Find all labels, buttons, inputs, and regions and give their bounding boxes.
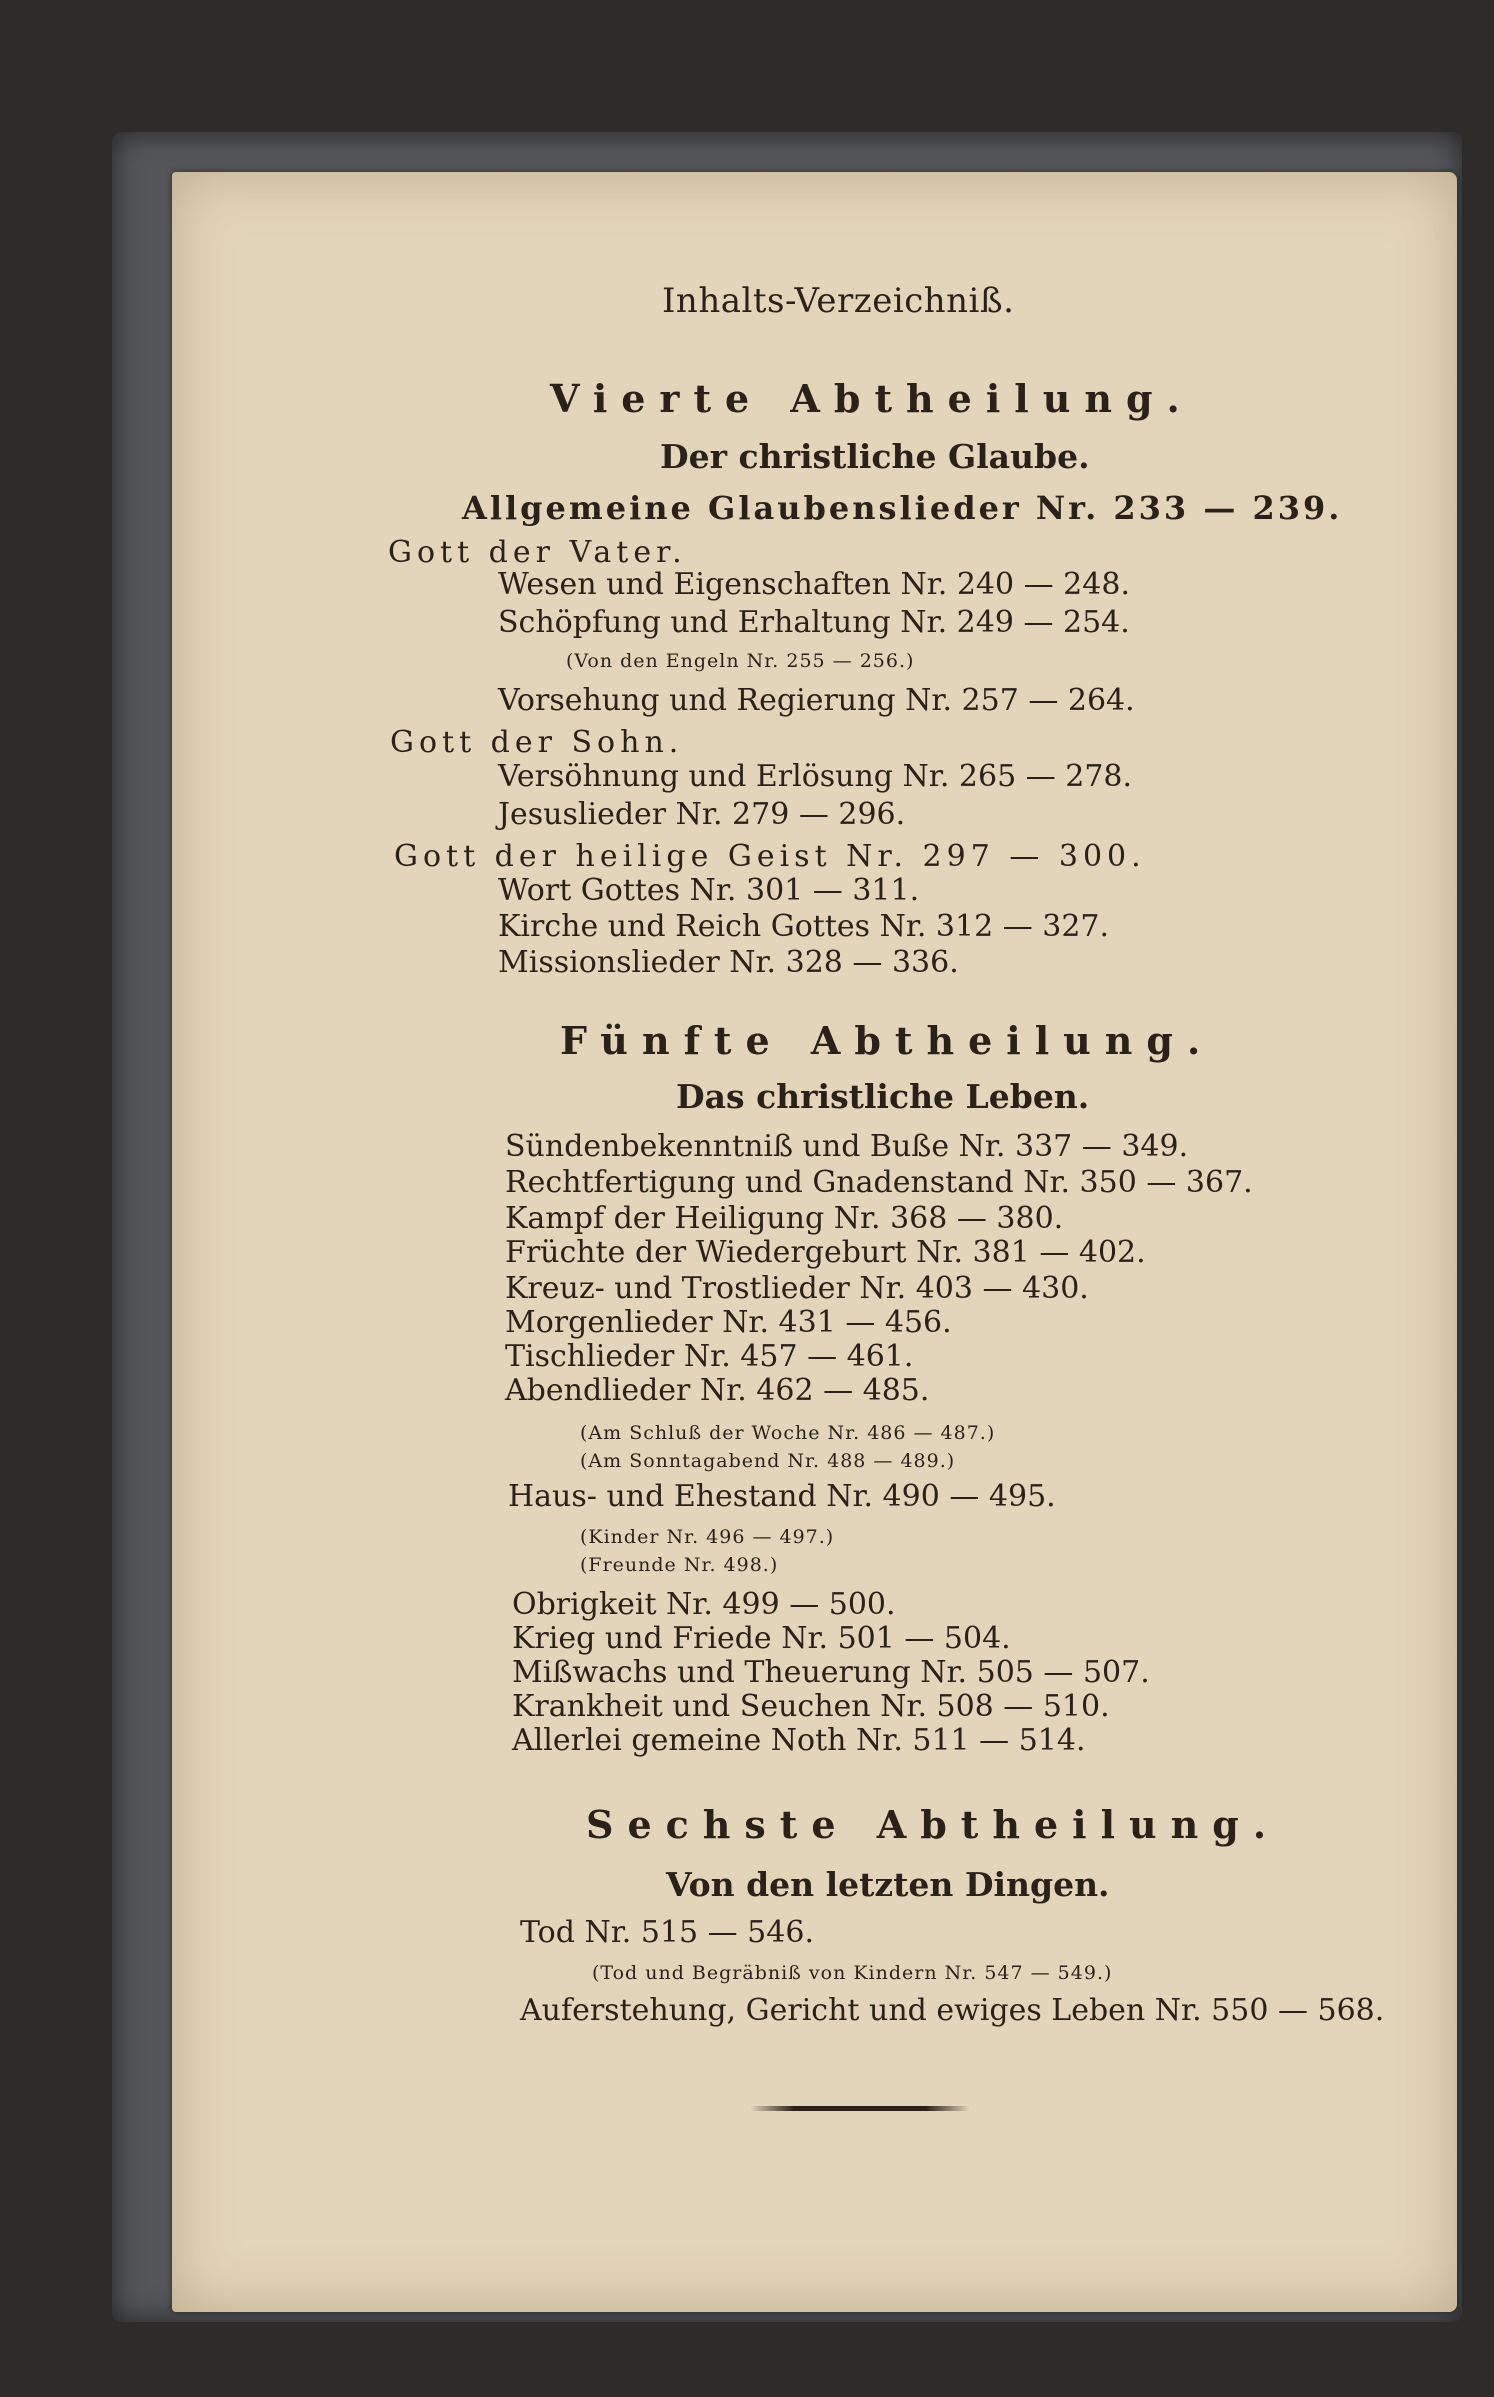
list-note: (Am Sonntagabend Nr. 488 — 489.) — [580, 1450, 956, 1472]
part-5-title: Fünfte Abtheilung. — [560, 1018, 1215, 1063]
list-item: Wesen und Eigenschaften Nr. 240 — 248. — [498, 567, 1130, 602]
list-item: Jesuslieder Nr. 279 — 296. — [498, 797, 906, 832]
list-item: Sündenbekenntniß und Buße Nr. 337 — 349. — [505, 1129, 1189, 1164]
page-title: Inhalts-Verzeichniß. — [662, 281, 1015, 321]
son-heading: Gott der Sohn. — [390, 725, 684, 760]
list-item: Abendlieder Nr. 462 — 485. — [505, 1373, 930, 1408]
father-heading: Gott der Vater. — [388, 535, 687, 570]
part-5-subtitle: Das christliche Leben. — [676, 1077, 1090, 1116]
part-4-title: Vierte Abtheilung. — [550, 376, 1194, 421]
list-note: (Am Schluß der Woche Nr. 486 — 487.) — [580, 1422, 996, 1444]
list-item: Krankheit und Seuchen Nr. 508 — 510. — [512, 1689, 1110, 1724]
list-item: Mißwachs und Theuerung Nr. 505 — 507. — [512, 1655, 1150, 1690]
part-4-general: Allgemeine Glaubenslieder Nr. 233 — 239. — [462, 489, 1343, 527]
spirit-heading: Gott der heilige Geist Nr. 297 — 300. — [394, 839, 1146, 874]
end-ornament-rule — [750, 2106, 970, 2111]
part-6-title: Sechste Abtheilung. — [586, 1802, 1281, 1847]
list-item: Kirche und Reich Gottes Nr. 312 — 327. — [498, 909, 1110, 944]
list-item: Auferstehung, Gericht und ewiges Leben Nr. 550 — 568. — [520, 1993, 1385, 2028]
list-item: Versöhnung und Erlösung Nr. 265 — 278. — [498, 759, 1133, 794]
list-note: (Von den Engeln Nr. 255 — 256.) — [566, 650, 915, 672]
list-item: Tischlieder Nr. 457 — 461. — [505, 1339, 914, 1374]
list-item: Krieg und Friede Nr. 501 — 504. — [512, 1621, 1011, 1656]
list-note: (Tod und Begräbniß von Kindern Nr. 547 — 549.) — [592, 1962, 1113, 1984]
list-item: Obrigkeit Nr. 499 — 500. — [512, 1587, 896, 1622]
list-item: Früchte der Wiedergeburt Nr. 381 — 402. — [505, 1235, 1146, 1270]
list-item: Wort Gottes Nr. 301 — 311. — [498, 873, 920, 908]
list-item: Rechtfertigung und Gnadenstand Nr. 350 — 367. — [505, 1165, 1253, 1200]
list-item: Schöpfung und Erhaltung Nr. 249 — 254. — [498, 605, 1130, 640]
list-note: (Kinder Nr. 496 — 497.) — [580, 1526, 835, 1548]
list-item: Vorsehung und Regierung Nr. 257 — 264. — [498, 683, 1135, 718]
part-6-subtitle: Von den letzten Dingen. — [666, 1865, 1110, 1904]
list-item: Missionslieder Nr. 328 — 336. — [498, 945, 959, 980]
list-item: Kampf der Heiligung Nr. 368 — 380. — [505, 1201, 1064, 1236]
list-item: Kreuz- und Trostlieder Nr. 403 — 430. — [505, 1271, 1089, 1306]
list-item: Haus- und Ehestand Nr. 490 — 495. — [508, 1479, 1056, 1514]
part-4-subtitle: Der christliche Glaube. — [660, 437, 1090, 476]
list-note: (Freunde Nr. 498.) — [580, 1554, 779, 1576]
list-item: Allerlei gemeine Noth Nr. 511 — 514. — [512, 1723, 1086, 1758]
list-item: Morgenlieder Nr. 431 — 456. — [505, 1305, 952, 1340]
list-item: Tod Nr. 515 — 546. — [520, 1915, 814, 1950]
